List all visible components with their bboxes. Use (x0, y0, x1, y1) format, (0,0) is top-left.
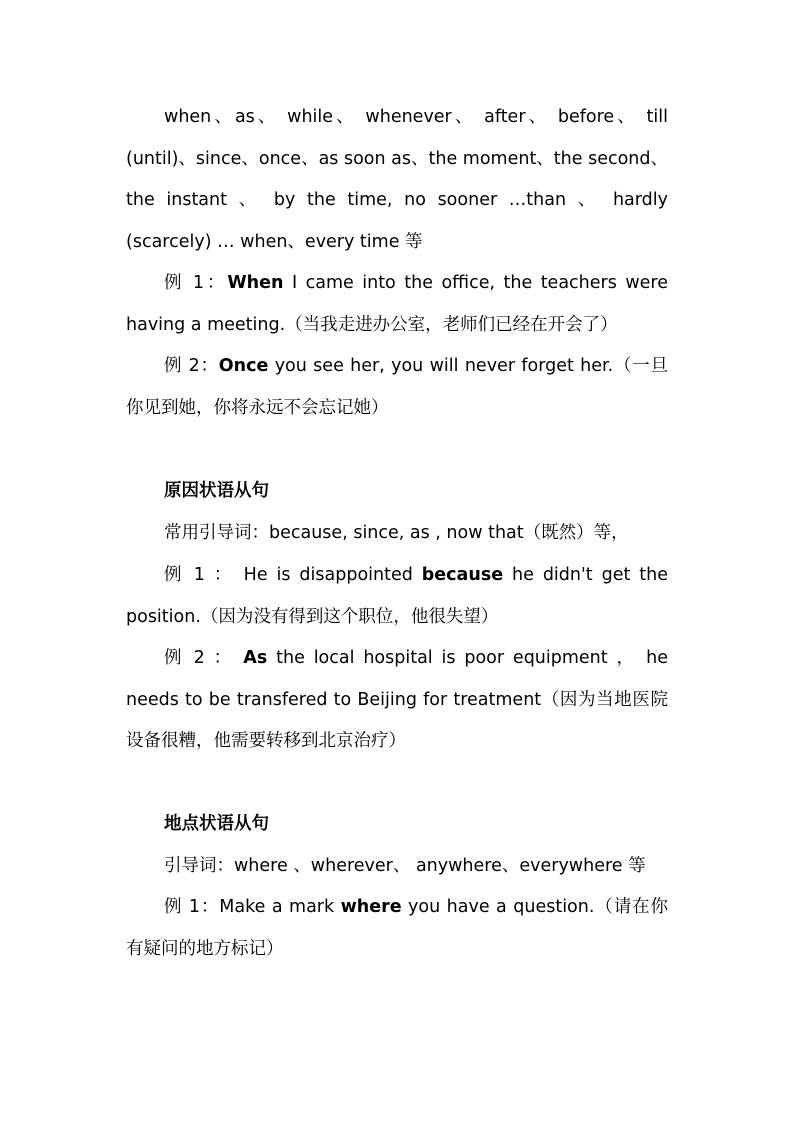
keyword-when: When (227, 273, 284, 293)
place-heading: 地点状语从句 (164, 814, 269, 834)
time-conjunctions-list (126, 97, 668, 263)
example-text: you have a question.（请在你有疑问的地方标记） (126, 897, 668, 959)
cause-intro: 常用引导词：because, since, as , now that（既然）等， (164, 523, 629, 543)
example-text: you see her, you will never forget her.（一旦你见到她，你将永远不会忘记她） (126, 356, 668, 418)
example-label: 例 1：Make a mark (164, 897, 341, 917)
example-text: he didn't get the position.（因为没有得到这个职位，他很失望） (126, 565, 668, 627)
place-example-1 (126, 887, 668, 970)
time-conjunctions-text: when、as、 while、 whenever、 after、 before、 till (until)、since、once、as soon as、the moment、the second、the instant 、 by the time, no sooner …than 、 hardly (scarcely) … when、every time 等 (126, 107, 668, 252)
time-example-2 (126, 346, 668, 429)
example-text: the local hospital is poor equipment ， he needs to be transfered to Beijing for treatment（因为当地医院设备很糟，他需要转移到北京治疗） (126, 648, 668, 751)
example-label: 例 1 ： He is disappointed (164, 565, 422, 585)
cause-example-2 (126, 638, 668, 763)
time-example-1 (126, 263, 668, 346)
example-label: 例 1： (164, 273, 228, 293)
example-text: I came into the office, the teachers were having a meeting.（当我走进办公室，老师们已经在开会了） (126, 273, 668, 335)
cause-example-1 (126, 555, 668, 638)
keyword-once: Once (218, 356, 269, 376)
keyword-where: where (340, 897, 402, 917)
example-label: 例 2 ： (164, 648, 244, 668)
keyword-because: because (421, 565, 504, 585)
example-label: 例 2： (164, 356, 219, 376)
place-intro: 引导词：where 、wherever、 anywhere、everywhere 等 (164, 856, 646, 876)
keyword-as: As (243, 648, 268, 668)
cause-heading: 原因状语从句 (164, 481, 269, 501)
